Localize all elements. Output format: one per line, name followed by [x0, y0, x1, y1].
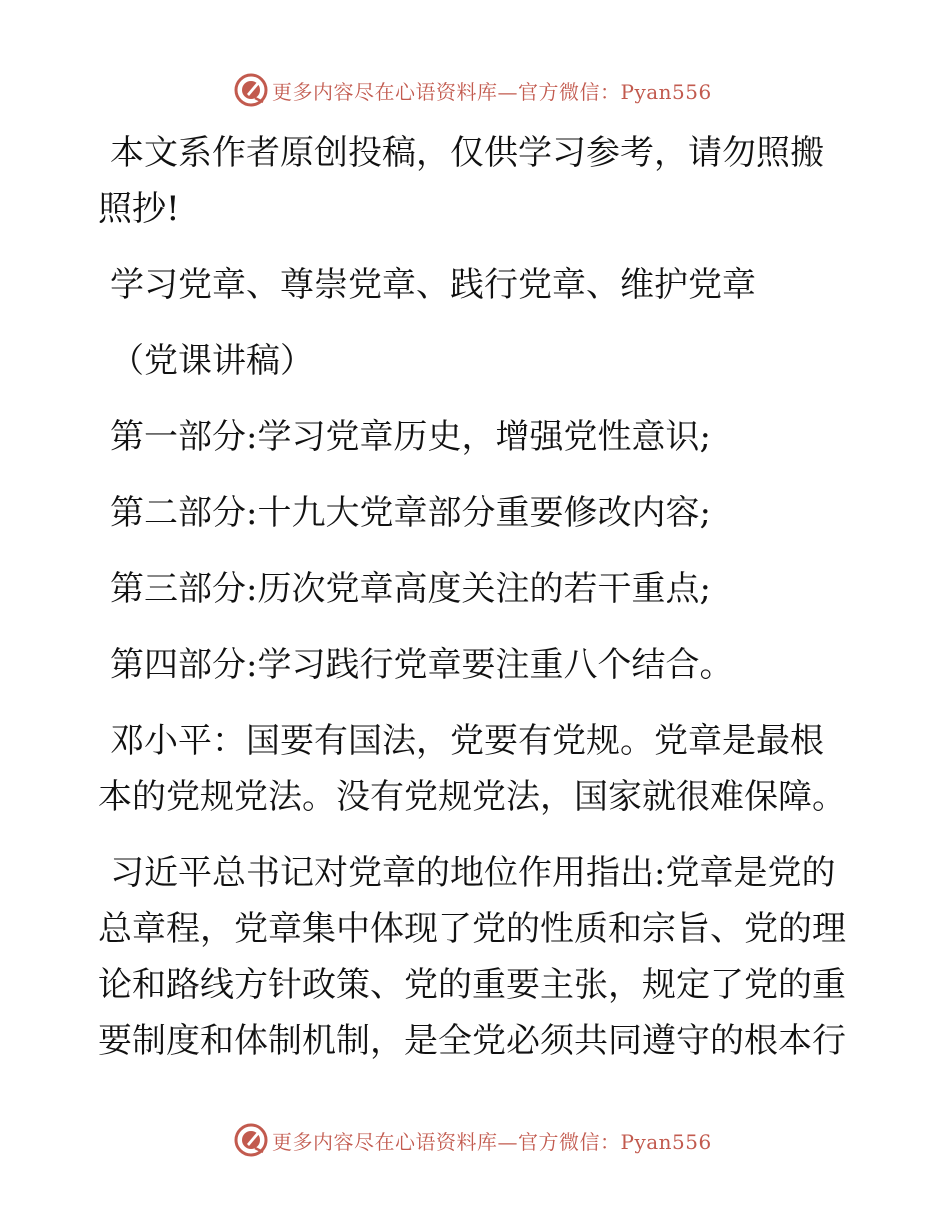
part-2: 第二部分:十九大党章部分重要修改内容; — [110, 493, 711, 533]
quote-xi-line-2: 总章程，党章集中体现了党的性质和宗旨、党的理 — [98, 909, 846, 949]
notice-line-2: 照抄! — [98, 189, 180, 229]
watermark-footer — [0, 1120, 950, 1160]
logo-icon — [233, 1122, 269, 1158]
document-body — [98, 125, 858, 1069]
logo-icon — [233, 72, 269, 108]
quote-deng-line-1: 邓小平：国要有国法，党要有党规。党章是最根 — [110, 721, 824, 761]
doc-subtitle: （党课讲稿） — [110, 341, 314, 381]
watermark-header — [0, 70, 950, 110]
quote-deng-line-2: 本的党规党法。没有党规党法，国家就很难保障。 — [98, 777, 846, 817]
part-1: 第一部分:学习党章历史，增强党性意识; — [110, 417, 711, 457]
part-4: 第四部分:学习践行党章要注重八个结合。 — [110, 645, 734, 685]
quote-xi-line-3: 论和路线方针政策、党的重要主张，规定了党的重 — [98, 965, 846, 1005]
notice-line-1: 本文系作者原创投稿，仅供学习参考，请勿照搬 — [110, 133, 824, 173]
watermark-text: 更多内容尽在心语资料库—官方微信：Pyan556 — [272, 80, 712, 104]
part-3: 第三部分:历次党章高度关注的若干重点; — [110, 569, 711, 609]
quote-xi-line-1: 习近平总书记对党章的地位作用指出:党章是党的 — [110, 853, 836, 893]
watermark-text: 更多内容尽在心语资料库—官方微信：Pyan556 — [272, 1130, 712, 1154]
quote-xi-line-4: 要制度和体制机制，是全党必须共同遵守的根本行 — [98, 1021, 846, 1061]
doc-title: 学习党章、尊崇党章、践行党章、维护党章 — [110, 265, 756, 305]
